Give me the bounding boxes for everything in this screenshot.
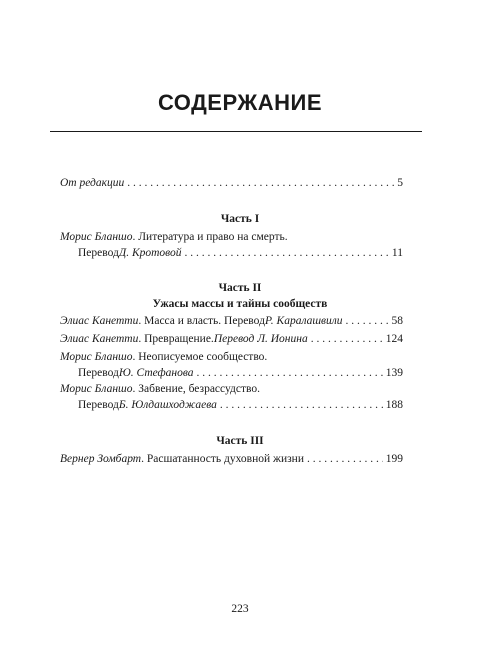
entry-title: . Забвение, безрассудство. — [132, 383, 260, 395]
toc-entry-canetti-1[interactable] — [60, 313, 403, 329]
entry-title: От редакции — [60, 177, 125, 189]
entry-author: Морис Бланшо — [60, 351, 133, 363]
translator: Перевод Л. Ионина — [213, 333, 308, 345]
translator: Ю. Стефанова — [118, 367, 194, 379]
toc-entry-blanchot-1[interactable] — [60, 229, 403, 245]
entry-title: . Литература и право на смерть. — [132, 231, 288, 243]
toc-entry-canetti-2[interactable] — [60, 331, 403, 347]
toc-entry-editorial[interactable] — [60, 175, 403, 191]
part-2-subtitle: Ужасы массы и тайны сообществ — [152, 298, 328, 310]
entry-title: . Масса и власть. Перевод — [138, 315, 265, 327]
page-ref: 199 — [385, 453, 403, 465]
translator: Д. Кротовой — [118, 247, 182, 259]
page-ref: 139 — [385, 367, 403, 379]
page-ref: 58 — [391, 315, 403, 327]
toc-entry-blanchot-1-translation[interactable] — [78, 245, 403, 261]
entry-author: Элиас Канетти — [60, 333, 139, 345]
page-ref: 11 — [391, 247, 403, 259]
dot-leader — [197, 365, 383, 381]
entry-title: . Превращение. — [138, 333, 214, 345]
title-divider — [50, 131, 422, 132]
page-ref: 5 — [397, 177, 403, 189]
translation-prefix: Перевод — [78, 367, 119, 379]
page-ref: 188 — [385, 399, 403, 411]
entry-author: Морис Бланшо — [60, 383, 133, 395]
dot-leader — [311, 331, 383, 347]
translator: Р. Каралашвили — [264, 315, 343, 327]
page-number: 223 — [231, 603, 249, 615]
entry-title: . Неописуемое сообщество. — [132, 351, 268, 363]
toc-entry-blanchot-2[interactable] — [60, 349, 403, 365]
dot-leader — [127, 175, 394, 191]
dot-leader — [307, 451, 383, 467]
entry-author: Морис Бланшо — [60, 231, 133, 243]
toc-entry-sombart[interactable] — [60, 451, 403, 467]
toc-entry-blanchot-2-translation[interactable] — [78, 365, 403, 381]
page-title: СОДЕРЖАНИЕ — [157, 90, 323, 115]
entry-title: . Расшатанность духовной жизни — [141, 453, 304, 465]
dot-leader — [346, 313, 389, 329]
translator: Б. Юлдашходжаева — [118, 399, 217, 411]
entry-author: Элиас Канетти — [60, 315, 139, 327]
part-3-heading: Часть III — [216, 435, 264, 447]
part-1-heading: Часть I — [220, 213, 260, 225]
translation-prefix: Перевод — [78, 247, 119, 259]
dot-leader — [220, 397, 383, 413]
entry-author: Вернер Зомбарт — [60, 453, 142, 465]
toc-entry-blanchot-3-translation[interactable] — [78, 397, 403, 413]
translation-prefix: Перевод — [78, 399, 119, 411]
page-ref: 124 — [385, 333, 403, 345]
toc-entry-blanchot-3[interactable] — [60, 381, 403, 397]
part-2-heading: Часть II — [218, 282, 262, 294]
dot-leader — [185, 245, 389, 261]
